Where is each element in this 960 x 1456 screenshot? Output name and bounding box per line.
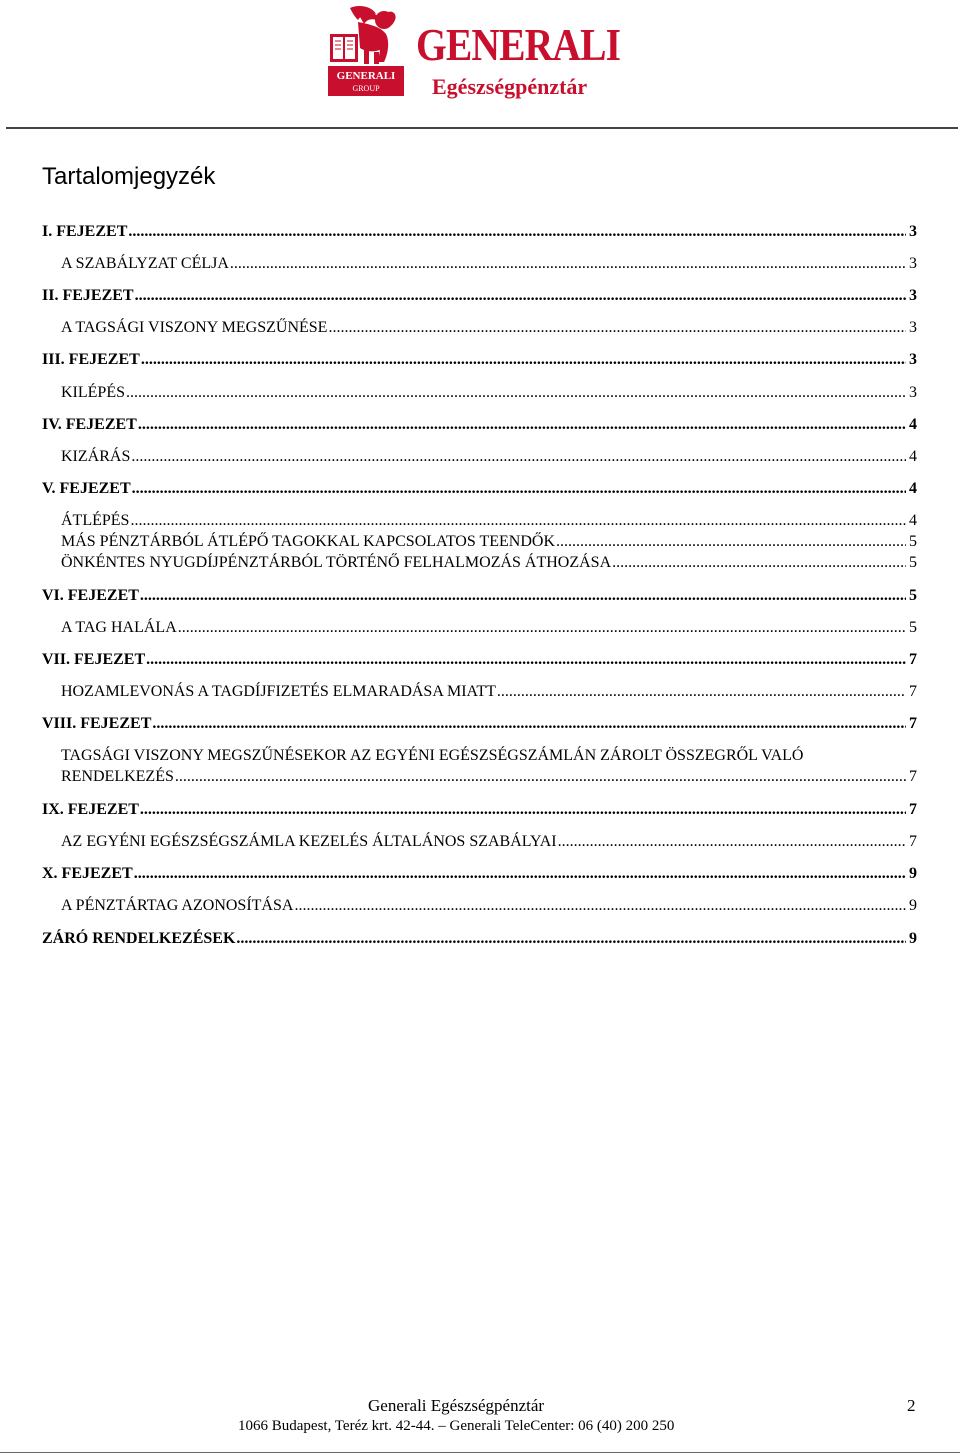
toc-entry-page: 4 (909, 448, 917, 465)
toc-entry-label-line2: RENDELKEZÉS (61, 768, 174, 785)
toc-entry-page: 9 (909, 897, 917, 914)
toc-entry-section[interactable] (61, 682, 917, 702)
toc-entry-chapter-7[interactable] (42, 650, 917, 670)
toc-entry-label: I. FEJEZET (42, 223, 128, 240)
toc-entry-section[interactable] (61, 532, 917, 552)
toc-entry-label: IX. FEJEZET (42, 801, 139, 818)
toc-entry-section[interactable] (61, 383, 917, 403)
toc-entry-label: ÁTLÉPÉS (61, 512, 130, 529)
toc-dot-leader (497, 682, 906, 702)
toc-entry-page: 5 (909, 587, 917, 604)
toc-dot-leader (141, 350, 906, 370)
toc-entry-label: IV. FEJEZET (42, 416, 137, 433)
toc-entry-chapter-3[interactable] (42, 350, 917, 370)
toc-entry-label: HOZAMLEVONÁS A TAGDÍJFIZETÉS ELMARADÁSA MIATT (61, 683, 496, 700)
toc-entry-chapter-5[interactable] (42, 479, 917, 499)
toc-entry-label-line1: TAGSÁGI VISZONY MEGSZŰNÉSEKOR AZ EGYÉNI EGÉSZSÉGSZÁMLÁN ZÁROLT ÖSSZEGRŐL VALÓ (61, 747, 804, 764)
toc-entry-page: 7 (909, 833, 917, 850)
toc-entry-page: 5 (909, 533, 917, 550)
toc-dot-leader (140, 800, 906, 820)
toc-entry-label: VII. FEJEZET (42, 651, 146, 668)
toc-entry-page: 7 (909, 651, 917, 668)
toc-entry-section-multiline[interactable] (61, 746, 917, 787)
toc-dot-leader (132, 479, 906, 499)
toc-dot-leader (556, 532, 906, 552)
toc-entry-chapter-6[interactable] (42, 586, 917, 606)
toc-entry-section[interactable] (61, 618, 917, 638)
toc-entry-section[interactable] (61, 318, 917, 338)
toc-entry-page: 3 (909, 351, 917, 368)
toc-entry-section[interactable] (61, 553, 917, 573)
toc-dot-leader (131, 447, 906, 467)
toc-entry-page: 3 (909, 319, 917, 336)
toc-entry-closing-provisions[interactable] (42, 929, 917, 949)
toc-title: Tartalomjegyzék (42, 163, 216, 190)
toc-entry-chapter-10[interactable] (42, 864, 917, 884)
toc-entry-page: 7 (909, 715, 917, 732)
toc-entry-section[interactable] (61, 832, 917, 852)
toc-entry-label: ZÁRÓ RENDELKEZÉSEK (42, 930, 236, 947)
brand-name: GENERALI (416, 19, 621, 70)
toc-entry-section[interactable] (61, 896, 917, 916)
toc-dot-leader (130, 511, 906, 531)
toc-entry-label: VI. FEJEZET (42, 587, 139, 604)
toc-dot-leader (294, 896, 906, 916)
toc-entry-label: A PÉNZTÁRTAG AZONOSÍTÁSA (61, 897, 294, 914)
toc-entry-chapter-1[interactable] (42, 222, 917, 242)
toc-entry-page: 4 (909, 416, 917, 433)
toc-dot-leader (230, 254, 906, 274)
toc-entry-label: II. FEJEZET (42, 287, 134, 304)
toc-entry-label: KILÉPÉS (61, 384, 125, 401)
toc-entry-label: AZ EGYÉNI EGÉSZSÉGSZÁMLA KEZELÉS ÁLTALÁNOS SZABÁLYAI (61, 833, 557, 850)
toc-entry-label: X. FEJEZET (42, 865, 133, 882)
toc-entry-section[interactable] (61, 254, 917, 274)
toc-dot-leader (126, 383, 906, 403)
toc-entry-label: III. FEJEZET (42, 351, 140, 368)
toc-entry-page: 7 (909, 801, 917, 818)
toc-dot-leader (178, 618, 906, 638)
toc-entry-label: VIII. FEJEZET (42, 715, 152, 732)
footer-page-number: 2 (907, 1396, 916, 1415)
toc-dot-leader (152, 714, 906, 734)
toc-dot-leader (612, 553, 906, 573)
toc-dot-leader (138, 415, 906, 435)
logo-badge-line1: GENERALI (336, 70, 396, 82)
toc-dot-leader (175, 767, 906, 787)
toc-entry-chapter-2[interactable] (42, 286, 917, 306)
toc-dot-leader (558, 832, 906, 852)
toc-dot-leader (328, 318, 906, 338)
toc-entry-section[interactable] (61, 447, 917, 467)
toc-entry-page: 9 (909, 930, 917, 947)
toc-entry-page: 3 (909, 255, 917, 272)
toc-dot-leader (135, 286, 906, 306)
toc-entry-label: A TAGSÁGI VISZONY MEGSZŰNÉSE (61, 319, 328, 336)
toc-entry-page: 4 (909, 480, 917, 497)
footer-org-name: Generali Egészségpénztár (368, 1396, 545, 1415)
toc-dot-leader (128, 222, 906, 242)
footer-address: 1066 Budapest, Teréz krt. 42-44. – Generali TeleCenter: 06 (40) 200 250 (238, 1418, 675, 1434)
footer-divider (0, 1452, 960, 1453)
toc-entry-label: A TAG HALÁLA (61, 619, 177, 636)
toc-entry-label: MÁS PÉNZTÁRBÓL ÁTLÉPŐ TAGOKKAL KAPCSOLATOS TEENDŐK (61, 533, 555, 550)
toc-entry-page: 3 (909, 223, 917, 240)
toc-entry-label: KIZÁRÁS (61, 448, 131, 465)
toc-entry-page: 7 (909, 683, 917, 700)
toc-entry-chapter-9[interactable] (42, 800, 917, 820)
toc-dot-leader (140, 586, 906, 606)
toc-entry-label: A SZABÁLYZAT CÉLJA (61, 255, 229, 272)
toc-entry-label: ÖNKÉNTES NYUGDÍJPÉNZTÁRBÓL TÖRTÉNŐ FELHALMOZÁS ÁTHOZÁSA (61, 554, 612, 571)
toc-entry-page: 4 (909, 512, 917, 529)
toc-entry-section[interactable] (61, 511, 917, 531)
toc-entry-page: 9 (909, 865, 917, 882)
toc-entry-page: 5 (909, 619, 917, 636)
toc-entry-page: 3 (909, 384, 917, 401)
toc-entry-page: 5 (909, 554, 917, 571)
toc-entry-chapter-4[interactable] (42, 415, 917, 435)
toc-entry-page: 3 (909, 287, 917, 304)
toc-dot-leader (134, 864, 906, 884)
toc-entry-page: 7 (909, 768, 917, 785)
toc-entry-chapter-8[interactable] (42, 714, 917, 734)
brand-subtitle: Egészségpénztár (432, 74, 588, 99)
toc-dot-leader (146, 650, 906, 670)
toc-dot-leader (236, 929, 906, 949)
logo-badge-line2: GROUP (352, 84, 380, 93)
toc-entry-label: V. FEJEZET (42, 480, 131, 497)
